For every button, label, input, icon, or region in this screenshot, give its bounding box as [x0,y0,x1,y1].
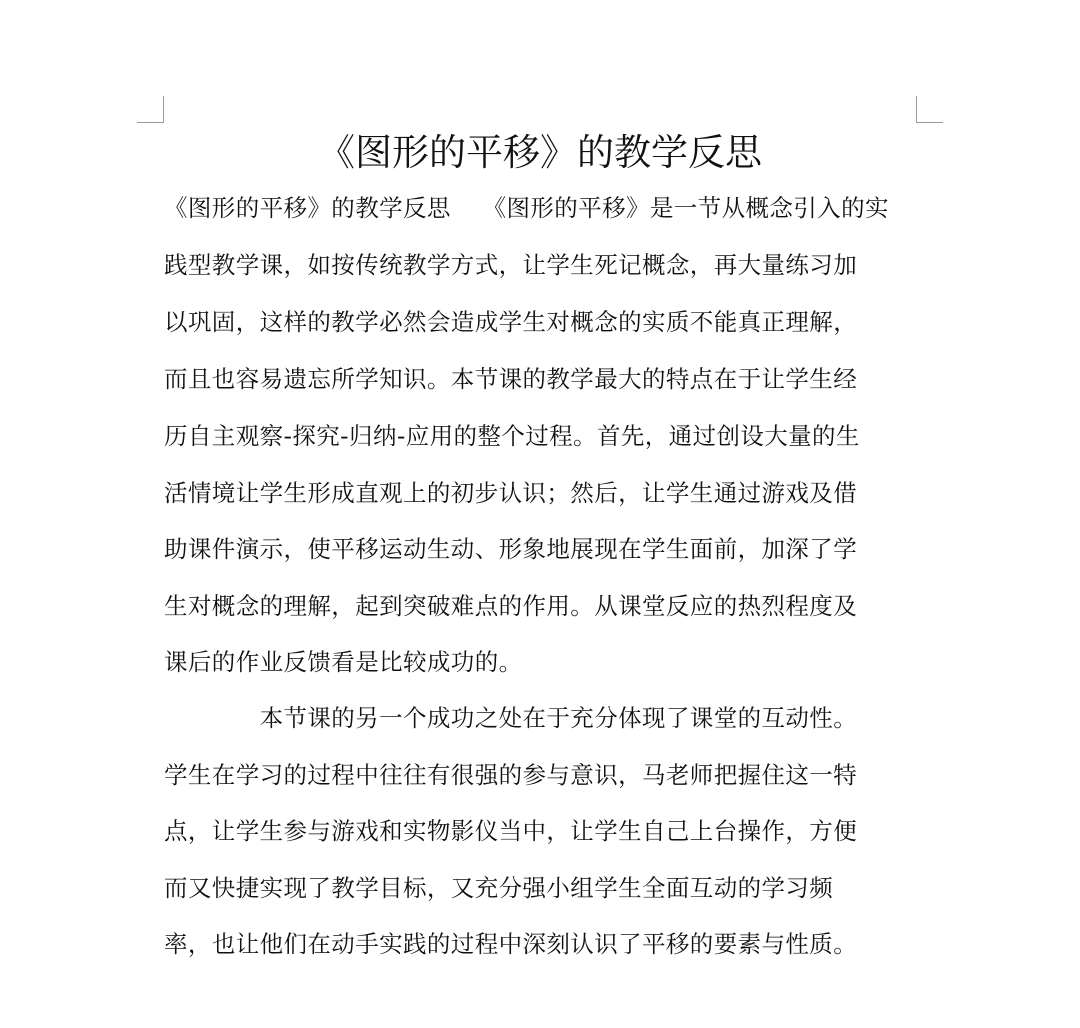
body-line: 践型教学课，如按传统教学方式，让学生死记概念，再大量练习加 [164,251,858,279]
document-title: 《图形的平移》的教学反思 [318,131,762,174]
body-line: 生对概念的理解，起到突破难点的作用。从课堂反应的热烈程度及 [164,592,858,620]
body-line: 率，也让他们在动手实践的过程中深刻认识了平移的要素与性质。 [164,930,858,958]
body-line: 活情境让学生形成直观上的初步认识；然后，让学生通过游戏及借 [164,479,858,507]
body-line: 而又快捷实现了教学目标，又充分强小组学生全面互动的学习频 [164,874,834,902]
body-line: 《图形的平移》的教学反思 《图形的平移》是一节从概念引入的实 [164,194,889,222]
body-line: 点，让学生参与游戏和实物影仪当中，让学生自己上台操作，方便 [164,817,858,845]
body-line: 本节课的另一个成功之处在于充分体现了课堂的互动性。 [164,704,858,732]
page-corner-mark-top-left [137,96,164,123]
body-line: 以巩固，这样的教学必然会造成学生对概念的实质不能真正理解， [164,308,858,336]
page-corner-mark-top-right [916,96,943,123]
body-line: 学生在学习的过程中往往有很强的参与意识，马老师把握住这一特 [164,761,858,789]
body-line: 助课件演示，使平移运动生动、形象地展现在学生面前，加深了学 [164,535,858,563]
body-line: 历自主观察-探究-归纳-应用的整个过程。首先，通过创设大量的生 [164,422,860,450]
body-line: 课后的作业反馈看是比较成功的。 [164,648,523,676]
body-line: 而且也容易遗忘所学知识。本节课的教学最大的特点在于让学生经 [164,365,858,393]
